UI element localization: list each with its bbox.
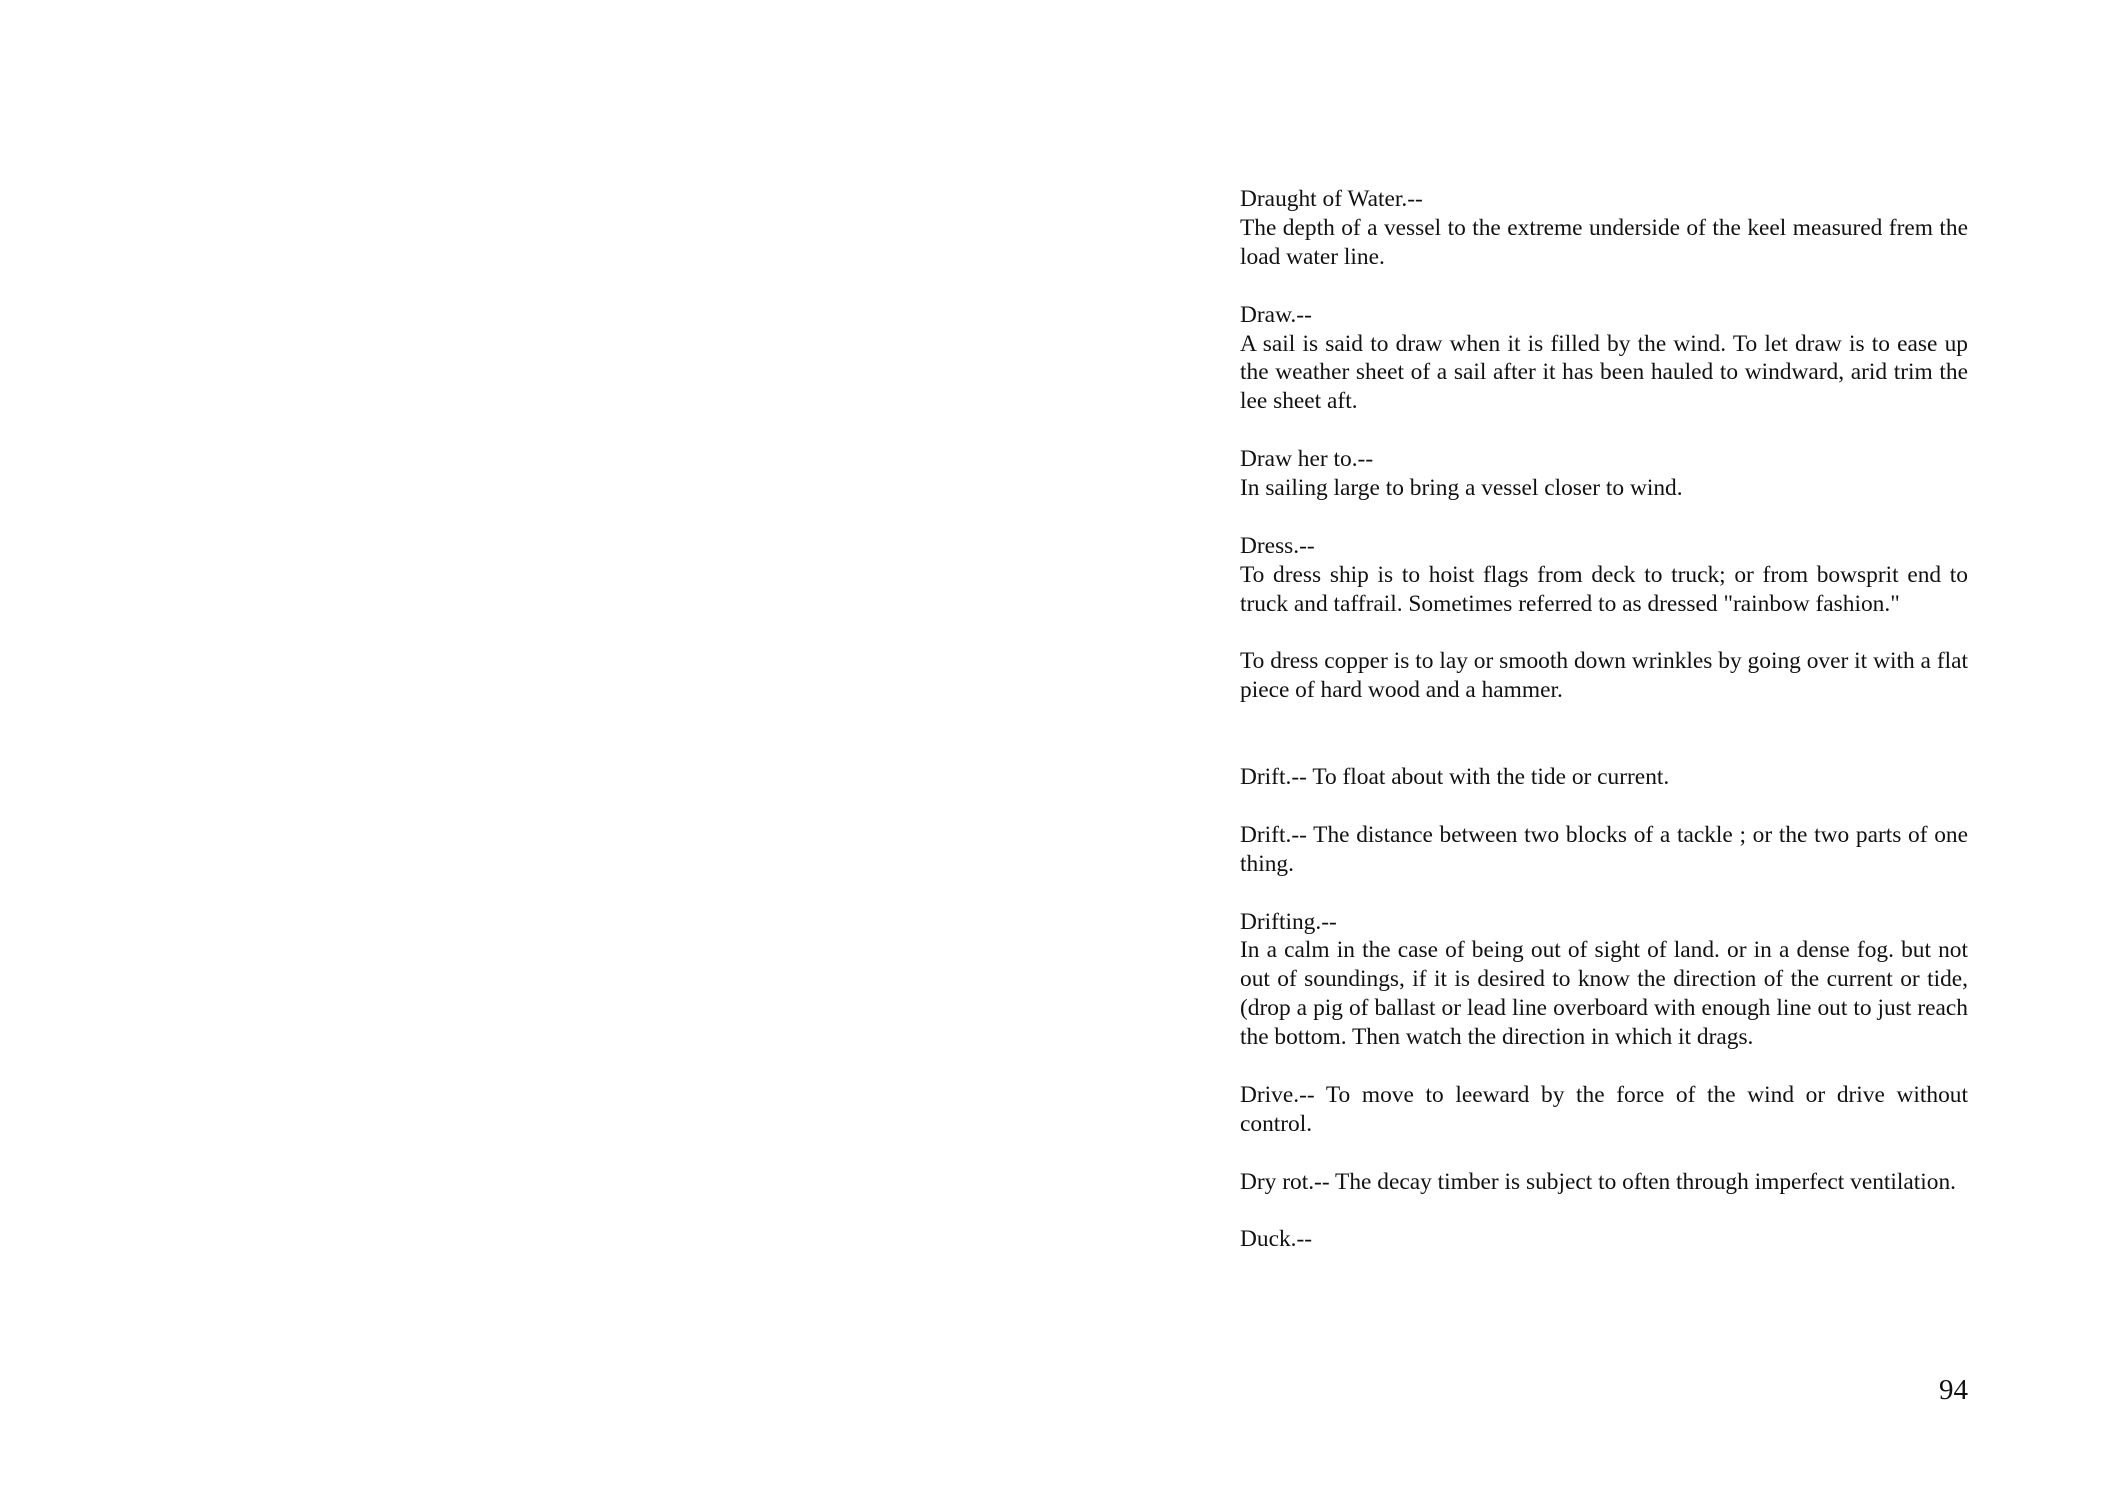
glossary-entry-draw bbox=[1240, 301, 1968, 417]
entry-paragraph: Drift.-- The distance between two blocks of a tackle ; or the two parts of one thing. bbox=[1240, 821, 1968, 877]
left-page-blank bbox=[0, 0, 1052, 1489]
entry-definition: In a calm in the case of being out of sight of land. or in a dense fog. but not out of soundings, if it is desired to know the direction of the current or tide, (drop a pig of ballast or lead line overboard with enough line out to just reach the bottom. Then watch the direction in which it drags. bbox=[1240, 937, 1968, 1051]
entry-term: Draw her to.-- bbox=[1240, 446, 1374, 473]
glossary-paragraph-dress-copper bbox=[1240, 647, 1968, 705]
glossary-entry-draught-of-water bbox=[1240, 185, 1968, 272]
glossary-entry-drive bbox=[1240, 1081, 1968, 1139]
glossary-entry-duck bbox=[1240, 1225, 1968, 1254]
entry-paragraph: Dry rot.-- The decay timber is subject to often through imperfect ventilation. bbox=[1240, 1168, 1957, 1195]
page-number: 94 bbox=[1939, 1374, 1968, 1406]
entry-definition: To dress ship is to hoist flags from deck to truck; or from bowsprit end to truck and taffrail. Sometimes referred to as dressed "rainbow fashion." bbox=[1240, 561, 1968, 617]
entry-definition: A sail is said to draw when it is filled by the wind. To let draw is to ease up the weather sheet of a sail after it has been hauled to windward, arid trim the lee sheet aft. bbox=[1240, 330, 1968, 415]
entry-term: Drifting.-- bbox=[1240, 908, 1337, 935]
right-page bbox=[1052, 0, 2105, 1489]
glossary-entry-drift-float bbox=[1240, 763, 1968, 792]
glossary-text-column bbox=[1240, 185, 1968, 1283]
entry-term: Draw.-- bbox=[1240, 301, 1312, 328]
glossary-entry-dress bbox=[1240, 532, 1968, 619]
glossary-entry-drift-distance bbox=[1240, 821, 1968, 879]
entry-paragraph: Drive.-- To move to leeward by the force of the wind or drive without control. bbox=[1240, 1081, 1968, 1137]
entry-definition: The depth of a vessel to the extreme underside of the keel measured frem the load water line. bbox=[1240, 214, 1968, 270]
glossary-entry-dry-rot bbox=[1240, 1168, 1968, 1197]
entry-paragraph: To dress copper is to lay or smooth down wrinkles by going over it with a flat piece of hard wood and a hammer. bbox=[1240, 648, 1968, 704]
glossary-entry-draw-her-to bbox=[1240, 445, 1968, 503]
glossary-entry-drifting bbox=[1240, 908, 1968, 1053]
entry-definition: In sailing large to bring a vessel closer to wind. bbox=[1240, 475, 1683, 502]
entry-paragraph: Drift.-- To float about with the tide or current. bbox=[1240, 764, 1670, 791]
entry-term: Dress.-- bbox=[1240, 532, 1315, 559]
entry-term: Draught of Water.-- bbox=[1240, 186, 1423, 212]
entry-term: Duck.-- bbox=[1240, 1226, 1313, 1253]
